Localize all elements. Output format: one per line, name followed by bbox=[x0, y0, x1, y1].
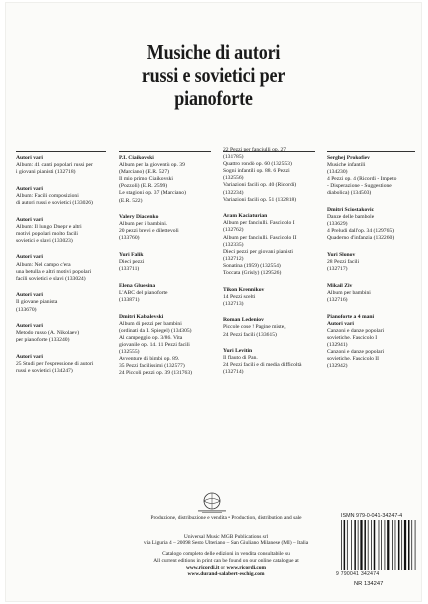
entry-title-line: Dieci pezzi per giovani pianisti bbox=[223, 248, 293, 255]
entry-title-line: (133670) bbox=[16, 306, 37, 313]
entry-author: Autori vari bbox=[16, 216, 43, 223]
entry-title-line: Sogni infantili op. 88. 6 Pezzi bbox=[223, 168, 290, 175]
entry-author: Serghej Prokofiev bbox=[327, 155, 370, 161]
entry-title-line: Canzoni e danze popolari bbox=[327, 349, 385, 356]
production-line: Produzione, distribuzione e vendita • Production, distribution and sale bbox=[150, 515, 302, 521]
entry-title-line: Sonatina (1959) (132554) bbox=[223, 262, 281, 269]
catalog-entry bbox=[223, 147, 302, 204]
entry-title-line: Il flauto di Pan. bbox=[223, 355, 258, 362]
entry-title-line: 24 Pezzi facili e di media difficoltà bbox=[223, 362, 302, 369]
entry-title-line: Album: Facili composizioni bbox=[16, 192, 79, 199]
entry-title-line: Album per fanciulli. Fascicolo I bbox=[223, 220, 295, 227]
entry-title-line: una betulla e altri motivi popolari bbox=[16, 268, 92, 275]
entry-title-line: Variazioni facili op. 40 (Ricordi) bbox=[223, 182, 297, 189]
entry-author-secondary: Autori vari bbox=[327, 320, 354, 327]
entry-author: Pianoforte a 4 mani bbox=[327, 313, 375, 320]
entry-title-line: per pianoforte (133240) bbox=[16, 337, 70, 344]
company-name: Universal Music MGB Publications srl bbox=[183, 533, 269, 540]
entry-author: Dmitri Sciostakovic bbox=[327, 207, 375, 214]
entry-title-line: Album di pezzi per bambini bbox=[119, 320, 182, 327]
entry-title-line: 22 Pezzi per fanciulli op. 27 bbox=[223, 147, 287, 153]
catalog-entry bbox=[16, 155, 93, 176]
column-rule bbox=[327, 151, 415, 152]
catalog-column-2 bbox=[119, 155, 192, 387]
entry-title-line: Le stagioni op. 37 (Marciano) bbox=[119, 190, 186, 197]
entry-title-line: diabolica) (134503) bbox=[327, 190, 372, 197]
catalog-entry bbox=[16, 323, 93, 344]
company-address: via Liguria 4 – 20098 Sesto Ulteriano – San Giuliano Milanese (MI) – Italia bbox=[143, 540, 309, 547]
entry-title-line: sovietiche. Fascicolo I bbox=[327, 334, 378, 341]
entry-title-line: (132712) bbox=[223, 255, 244, 262]
entry-title-line: 25 Studi per l'espressione di autori bbox=[16, 360, 94, 367]
entry-author: Autori vari bbox=[16, 155, 43, 161]
catalog-entry bbox=[16, 254, 93, 282]
catalog-entry bbox=[327, 207, 396, 242]
entry-title-line: (132942) bbox=[327, 363, 348, 370]
entry-title-line: (132234) bbox=[223, 189, 244, 196]
entry-title-line: (134230) bbox=[327, 169, 348, 176]
catalog-entry bbox=[327, 314, 396, 371]
entry-title-line: 4 Preludi dall'op. 34 (129765) bbox=[327, 228, 395, 235]
entry-title-line: Quaderno d'infanzia (132260) bbox=[327, 235, 395, 242]
entry-author: Roman Ledeniov bbox=[223, 317, 264, 324]
entry-title-line: Album: Nel campo c'era bbox=[16, 261, 71, 268]
entry-title-line: Canzoni e danze popolari bbox=[327, 327, 385, 334]
entry-title-line: i giovani pianisti (132718) bbox=[16, 169, 76, 176]
entry-author: Yuri Falik bbox=[119, 252, 144, 259]
entry-title-line: (133760) bbox=[119, 235, 140, 242]
entry-title-line: (133711) bbox=[119, 266, 140, 273]
entry-title-line: 35 Pezzi facilissimi (132577) bbox=[119, 363, 185, 370]
entry-title-line: 28 Pezzi facili bbox=[327, 259, 359, 266]
entry-title-line: Quattro rondò op. 60 (132553) bbox=[223, 161, 292, 168]
url-ricordi-com[interactable]: www.ricordi.com bbox=[226, 564, 266, 571]
entry-title-line: (132714) bbox=[223, 369, 244, 376]
catalog-entry bbox=[16, 354, 93, 375]
entry-author: Yuri Slonov bbox=[327, 252, 356, 259]
catalog-entry bbox=[223, 287, 302, 308]
barcode-digits: 9 790041 342474 bbox=[336, 571, 380, 577]
title-line-1: Musiche di autori bbox=[146, 40, 281, 64]
entry-author: Autori vari bbox=[16, 254, 43, 261]
entry-author: Autori vari bbox=[16, 292, 43, 299]
entry-title-line: Album: 41 canti popolari russi per bbox=[16, 162, 93, 169]
entry-author: Valery Diacenko bbox=[119, 214, 159, 221]
barcode-icon bbox=[338, 520, 418, 572]
catalog-entry bbox=[16, 186, 93, 207]
entry-title-line: (133871) bbox=[119, 297, 140, 303]
or-text: or bbox=[220, 564, 226, 571]
catalog-entry bbox=[119, 155, 192, 205]
catalog-entry bbox=[223, 317, 302, 338]
entry-title-line: sovietici e slavi (133023) bbox=[16, 237, 73, 244]
entry-author: Mikail Ziv bbox=[327, 282, 353, 289]
catalog-column-4 bbox=[327, 155, 396, 380]
entry-title-line: Il giovane pianista bbox=[16, 299, 58, 306]
catalog-entry bbox=[327, 252, 396, 273]
page-title bbox=[35, 41, 392, 110]
column-rule bbox=[119, 151, 211, 152]
entry-title-line: (133629) bbox=[327, 221, 348, 228]
entry-title-line: (132556) bbox=[223, 175, 244, 182]
entry-title-line: (E.R. 522) bbox=[119, 197, 143, 204]
entry-author: Yuri Levitin bbox=[223, 348, 253, 355]
catalog-entry bbox=[119, 252, 192, 273]
entry-author: Autori vari bbox=[16, 185, 43, 192]
catalog-entry bbox=[119, 314, 192, 378]
ismn-code: ISMN 979-0-041-34247-4 bbox=[341, 513, 403, 519]
entry-title-line: (132941) bbox=[327, 341, 348, 348]
catalog-entry bbox=[119, 214, 192, 242]
catalog-text-en: All current editions in print can be found on our online catalogue at bbox=[153, 557, 299, 564]
entry-title-line: Album: Il lungo Dnepr e altri bbox=[16, 223, 82, 230]
title-line-3: pianoforte bbox=[174, 86, 253, 110]
entry-author: P.I. Ciaikovski bbox=[119, 155, 154, 161]
entry-title-line: 14 Pezzi scelti bbox=[223, 293, 256, 300]
entry-title-line: Album per la gioventù op. 39 bbox=[119, 162, 185, 169]
entry-title-line: Album per fanciulli. Fascicolo II bbox=[223, 234, 297, 241]
entry-title-line: Toccata (Grisly) (129526) bbox=[223, 270, 282, 276]
entry-title-line: facili sovietici e slavi (133024) bbox=[16, 275, 86, 282]
url-ricordi-it[interactable]: www.ricordi.it bbox=[186, 564, 220, 571]
entry-title-line: L'ABC del pianoforte bbox=[119, 289, 168, 296]
catalog-number: NR 134247 bbox=[354, 581, 384, 587]
entry-title-line: 24 Pezzi facili (133615) bbox=[223, 331, 277, 338]
title-line-2: russi e sovietici per bbox=[141, 63, 286, 87]
catalog-entry bbox=[327, 283, 396, 304]
entry-title-line: giovanile op. 14. 11 Pezzi facili bbox=[119, 341, 190, 348]
entry-title-line: sovietiche. Fascicolo II bbox=[327, 356, 380, 363]
entry-title-line: (Pozzoli) (E.R. 2599) bbox=[119, 183, 168, 190]
catalog-entry bbox=[16, 292, 93, 313]
catalog-entry bbox=[223, 213, 302, 277]
catalog-column-3 bbox=[223, 147, 302, 386]
entry-author: Aram Kaciaturian bbox=[223, 213, 268, 220]
entry-title-line: 24 Piccoli pezzi op. 39 (131763) bbox=[119, 370, 193, 377]
entry-title-line: 20 pezzi brevi e dilettevoli bbox=[119, 228, 179, 235]
entry-title-line: Album per i bambini. bbox=[119, 221, 168, 228]
entry-title-line: Al campeggio op. 3/86. Vita bbox=[119, 334, 183, 341]
catalog-entry bbox=[119, 283, 192, 304]
entry-title-line: Dieci pezzi bbox=[119, 259, 145, 266]
back-cover-page bbox=[6, 3, 421, 601]
entry-title-line: (132717) bbox=[327, 266, 348, 273]
publisher-info bbox=[76, 515, 376, 578]
entry-title-line: (132716) bbox=[327, 297, 348, 303]
entry-title-line: Variazioni facili op. 51 (132818) bbox=[223, 196, 297, 203]
catalog-entry bbox=[223, 348, 302, 376]
entry-title-line: (Marciano) (E.R. 527) bbox=[119, 169, 170, 176]
entry-title-line: (131785) bbox=[223, 154, 244, 161]
entry-title-line: Piccole cose ! Pagine miste, bbox=[223, 324, 286, 331]
column-rule bbox=[16, 151, 106, 152]
entry-title-line: (132335) bbox=[223, 241, 244, 248]
entry-title-line: (132713) bbox=[223, 300, 244, 307]
url-durand[interactable]: www.durand-salabert-eschig.com bbox=[187, 571, 265, 578]
entry-title-line: - Disperazione - Suggestione bbox=[327, 183, 392, 190]
entry-author: Autori vari bbox=[16, 323, 43, 330]
catalog-text-it: Catalogo completo delle edizioni in vendita consultabile su bbox=[162, 551, 290, 558]
universal-music-publishing-logo bbox=[192, 492, 232, 514]
entry-author: Tikon Krennikov bbox=[223, 286, 265, 293]
entry-author: Elena Gluesina bbox=[119, 282, 156, 289]
entry-title-line: Musiche infantili bbox=[327, 162, 366, 169]
entry-title-line: di autori russi e sovietici (133026) bbox=[16, 199, 93, 206]
entry-title-line: Album per bambini bbox=[327, 289, 371, 296]
entry-title-line: russi e sovietici (134247) bbox=[16, 368, 73, 375]
entry-title-line: Avventure di bimbi op. 89. bbox=[119, 356, 180, 363]
entry-title-line: 4 Pezzi op. 4 (Ricordi - Impeto bbox=[327, 176, 397, 183]
entry-author: Dmitri Kabalevski bbox=[119, 313, 164, 320]
entry-title-line: (ordinati da I. Spiegel) (134305) bbox=[119, 327, 192, 334]
catalog-entry bbox=[16, 217, 93, 245]
entry-title-line: motivi popolari molto facili bbox=[16, 230, 78, 237]
entry-title-line: (132555) bbox=[119, 349, 140, 356]
catalog-entry bbox=[327, 155, 396, 198]
catalog-column-1 bbox=[16, 155, 93, 385]
entry-title-line: (132762) bbox=[223, 227, 244, 234]
entry-title-line: Danze delle bambole bbox=[327, 214, 375, 221]
entry-title-line: Il mio primo Ciaikovski bbox=[119, 176, 173, 183]
entry-title-line: Metodo russo (A. Nikolaev) bbox=[16, 330, 80, 337]
entry-author: Autori vari bbox=[16, 353, 43, 360]
